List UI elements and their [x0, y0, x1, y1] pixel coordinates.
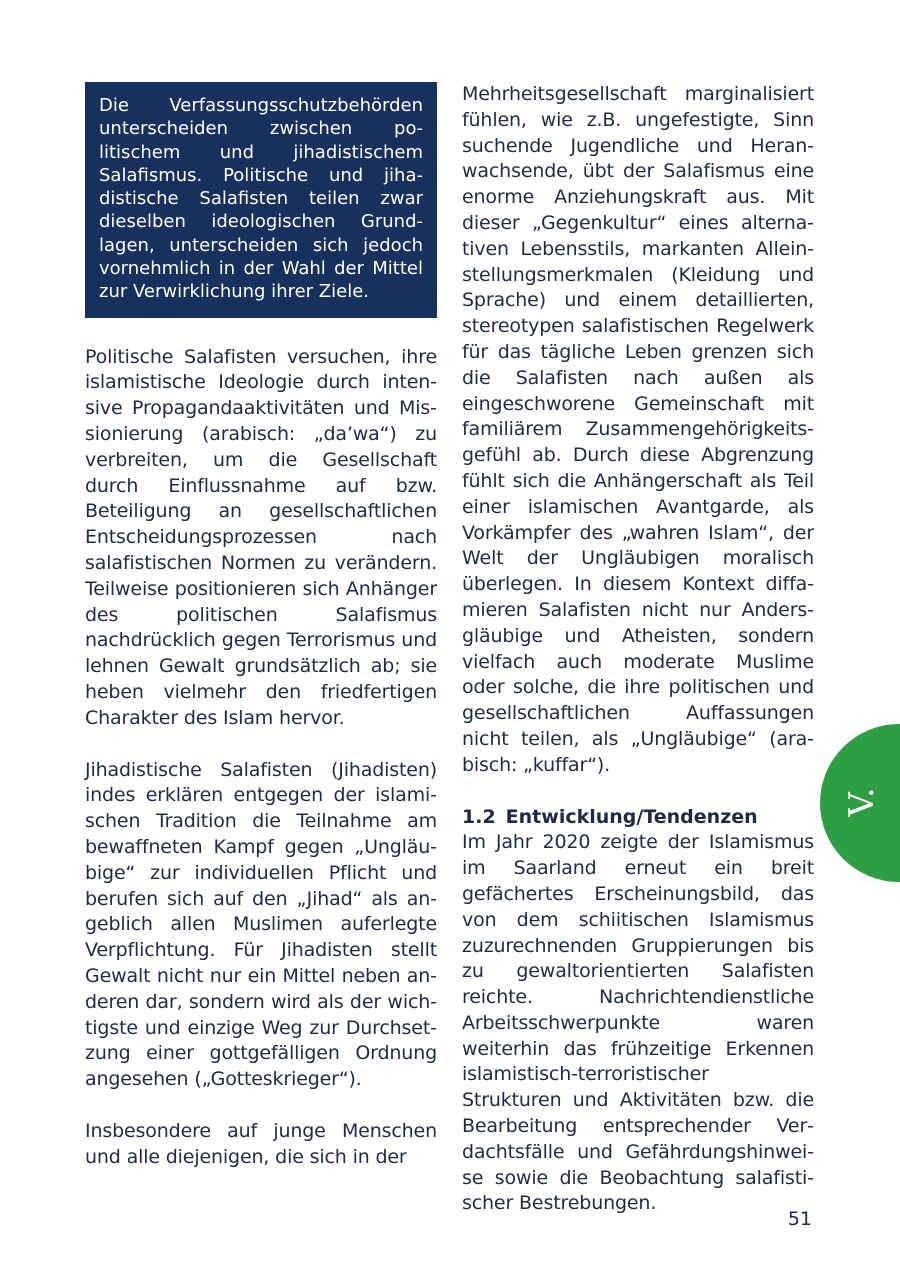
section-title: Entwicklung/Tendenzen: [505, 805, 758, 828]
chapter-tab-label: V.: [842, 787, 882, 817]
definition-infobox: [85, 82, 437, 318]
left-column: [85, 82, 437, 1171]
chapter-tab: [820, 724, 900, 882]
paragraph-young-people: Insbesondere auf junge Menschen und alle diejenigen, die sich in der: [85, 1119, 437, 1168]
paragraph-political-salafists: Politische Salafisten versuchen, ihre islamistische Ideologie durch intensive Propagandaaktivitäten und Missionierung (arabisch: „da’wa“) zu verbreiten, um die Gesellschaft durch Einflussnahme auf bzw. Beteiligung an gesellschaftlichen Entscheidungsprozessen nach salafistischen Normen zu verändern. Teilweise positionieren sich Anhänger des politischen Salafismus nachdrücklich gegen Terrorismus und lehnen Gewalt grundsätzlich ab; sie heben vielmehr den friedfertigen Charakter des Islam hervor.: [85, 345, 437, 729]
paragraph-developments: Im Jahr 2020 zeigte der Islamismus im Saarland erneut ein breit gefächertes Erscheinungsbild, das von dem schiitischen Islamismus zuzurechnenden Gruppierungen bis zu gewaltorientierten Salafisten reichte. Nachrichtendienstliche Arbeitsschwerpunkte waren weiterhin das frühzeitige Erkennen islamistisch-terroristischer Strukturen und Aktivitäten bzw. die Bearbeitung entsprechender Verdachtsfälle und Gefährdungshinweise sowie die Beobachtung salafistischer Bestrebungen.: [462, 831, 814, 1215]
right-column: [462, 82, 814, 1217]
section-number: 1.2: [462, 805, 496, 828]
paragraph-continuation: Mehrheitsgesellschaft marginalisiert fühlen, wie z.B. ungefestigte, Sinn suchende Jugendliche und Heranwachsende, übt der Salafismus eine enorme Anziehungskraft aus. Mit dieser „Gegenkultur“ eines alternativen Lebensstils, markanten Alleinstellungsmerkmalen (Kleidung und Sprache) und einem detaillierten, stereotypen salafistischen Regelwerk für das tägliche Leben grenzen sich die Salafisten nach außen als eingeschworene Gemeinschaft mit familiärem Zusammengehörigkeitsgefühl ab. Durch diese Abgrenzung fühlt sich die Anhängerschaft als Teil einer islamischen Avantgarde, als Vorkämpfer des „wahren Islam“, der Welt der Ungläubigen moralisch überlegen. In diesem Kontext diffamieren Salafisten nicht nur Andersgläubige und Atheisten, sondern vielfach auch moderate Muslime oder solche, die ihre politischen und gesellschaftlichen Auffassungen nicht teilen, als „Ungläubige“ (arabisch: „kuffar“).: [462, 83, 814, 776]
paragraph-jihadist-salafists: Jihadistische Salafisten (Jihadisten) indes erklären entgegen der islamischen Tradition die Teilnahme am bewaffneten Kampf gegen „Ungläubige“ zur individuellen Pflicht und berufen sich auf den „Jihad“ als angeblich allen Muslimen auferlegte Verpflichtung. Für Jihadisten stellt Gewalt nicht nur ein Mittel neben anderen dar, sondern wird als der wichtigste und einzige Weg zur Durchsetzung einer gottgefälligen Ordnung angesehen („Gotteskrieger“).: [85, 758, 437, 1091]
section-heading: [462, 805, 814, 831]
page-number: 51: [787, 1208, 812, 1230]
infobox-text: Die Verfassungsschutzbehörden unterscheiden zwischen politischem und jihadistischem Salafismus. Politische und jihadistische Salafisten teilen zwar dieselben ideologischen Grundlagen, unterscheiden sich jedoch vornehmlich in der Wahl der Mittel zur Verwirklichung ihrer Ziele.: [99, 95, 423, 303]
